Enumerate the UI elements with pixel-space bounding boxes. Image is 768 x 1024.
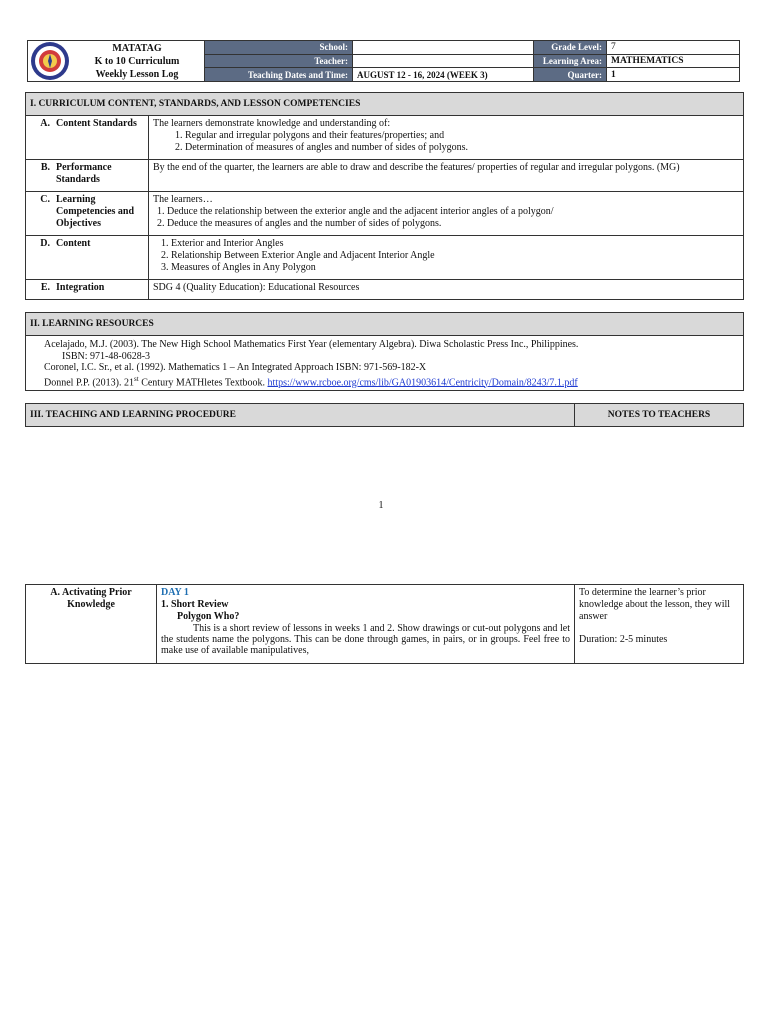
lesson-log-header	[27, 40, 740, 82]
list-item: 1. Regular and irregular polygons and their features/properties; and	[185, 130, 739, 142]
list-item: 1. Deduce the relationship between the exterior angle and the adjacent interior angles of a polygon/	[167, 206, 739, 218]
school-label: School:	[205, 41, 353, 55]
quarter-value[interactable]: 1	[607, 68, 740, 82]
row-label-integration: E. Integration	[26, 280, 149, 300]
list-item: 2. Relationship Between Exterior Angle and Adjacent Interior Angle	[171, 250, 739, 262]
grade-level-label: Grade Level:	[534, 41, 607, 55]
textbook-link[interactable]: https://www.rcboe.org/cms/lib/GA01903614/Centricity/Domain/8243/7.1.pdf	[267, 376, 578, 388]
quarter-label: Quarter:	[534, 68, 607, 82]
activity-duration: Duration: 2-5 minutes	[579, 634, 668, 645]
list-item: 3. Measures of Angles in Any Polygon	[171, 262, 739, 274]
teaching-dates-label: Teaching Dates and Time:	[205, 68, 353, 82]
notes-to-teachers-title: NOTES TO TEACHERS	[575, 404, 744, 427]
activity-row-label: A. Activating Prior Knowledge	[26, 585, 157, 664]
section-2-title: II. LEARNING RESOURCES	[26, 313, 744, 336]
reference-1-isbn: ISBN: 971-48-0628-3	[62, 350, 151, 362]
teacher-label: Teacher:	[205, 54, 353, 68]
activity-body: This is a short review of lessons in weeks 1 and 2. Show drawings or cut-out polygons and let the students name the polygons. This can be done through games, in pairs, or in groups. Feel free to make use of available manipulatives,	[161, 623, 570, 656]
content-standards-text: The learners demonstrate knowledge and understanding of: 1. Regular and irregular polygons and their features/properties; and 2. Determination of measures of angles and number of sides of polygons.	[149, 116, 744, 160]
list-item: 2. Determination of measures of angles and number of sides of polygons.	[185, 142, 739, 154]
procedure-section-header	[25, 403, 744, 427]
header-logo-cell	[28, 41, 205, 82]
curriculum-section	[25, 92, 744, 300]
reference-2: Coronel, I.C. Sr., et al. (1992). Mathematics 1 – An Integrated Approach ISBN: 971-569-182-X	[44, 362, 427, 373]
day-label: DAY 1	[161, 587, 189, 598]
activity-table	[25, 584, 744, 664]
performance-standards-text: By the end of the quarter, the learners are able to draw and describe the features/ properties of regular and irregular polygons. (MG)	[149, 160, 744, 192]
row-label-content: D. Content	[26, 236, 149, 280]
list-item: 2. Deduce the measures of angles and the number of sides of polygons.	[167, 218, 739, 230]
curriculum-line-3: Weekly Lesson Log	[95, 68, 179, 80]
row-label-learning-competencies: C. Learning Competencies and Objectives	[26, 192, 149, 236]
teacher-value[interactable]	[353, 54, 534, 68]
row-label-content-standards: A. Content Standards	[26, 116, 149, 160]
learning-area-value[interactable]: MATHEMATICS	[607, 54, 740, 68]
grade-level-value[interactable]: 7	[607, 41, 740, 55]
reference-3: Donnel P.P. (2013). 21st Century MATHletes Textbook. https://www.rcboe.org/cms/lib/GA01903614/Centricity/Domain/8243/7.1.pdf	[44, 374, 578, 388]
learning-competencies-text: The learners… 1. Deduce the relationship between the exterior angle and the adjacent interior angles of a polygon/ 2. Deduce the measures of angles and the number of sides of polygons.	[149, 192, 744, 236]
content-text	[149, 236, 744, 280]
teaching-dates-value[interactable]: AUGUST 12 - 16, 2024 (WEEK 3)	[353, 68, 534, 82]
section-1-title: I. CURRICULUM CONTENT, STANDARDS, AND LESSON COMPETENCIES	[26, 93, 744, 116]
section-3-title: III. TEACHING AND LEARNING PROCEDURE	[26, 404, 575, 427]
curriculum-title	[70, 42, 204, 81]
activity-note-text: To determine the learner’s prior knowledge about the lesson, they will answer	[579, 587, 731, 622]
activity-content	[157, 585, 575, 664]
learning-resources-section	[25, 312, 744, 391]
reference-1: Acelajado, M.J. (2003). The New High School Mathematics First Year (elementary Algebra). Diwa Scholastic Press Inc., Philippines.	[44, 339, 579, 350]
deped-seal-icon	[30, 41, 70, 81]
list-item: 1. Exterior and Interior Angles	[171, 238, 739, 250]
curriculum-line-2: K to 10 Curriculum	[94, 55, 180, 67]
activity-item-title: 1. Short Review	[161, 599, 229, 610]
page-number: 1	[378, 500, 384, 511]
curriculum-line-1: MATATAG	[112, 42, 162, 54]
activity-notes	[575, 585, 744, 664]
school-value[interactable]	[353, 41, 534, 55]
activity-subtitle: Polygon Who?	[177, 611, 240, 622]
learning-area-label: Learning Area:	[534, 54, 607, 68]
integration-text: SDG 4 (Quality Education): Educational Resources	[149, 280, 744, 300]
row-label-performance-standards: B. Performance Standards	[26, 160, 149, 192]
references-list	[26, 336, 744, 391]
